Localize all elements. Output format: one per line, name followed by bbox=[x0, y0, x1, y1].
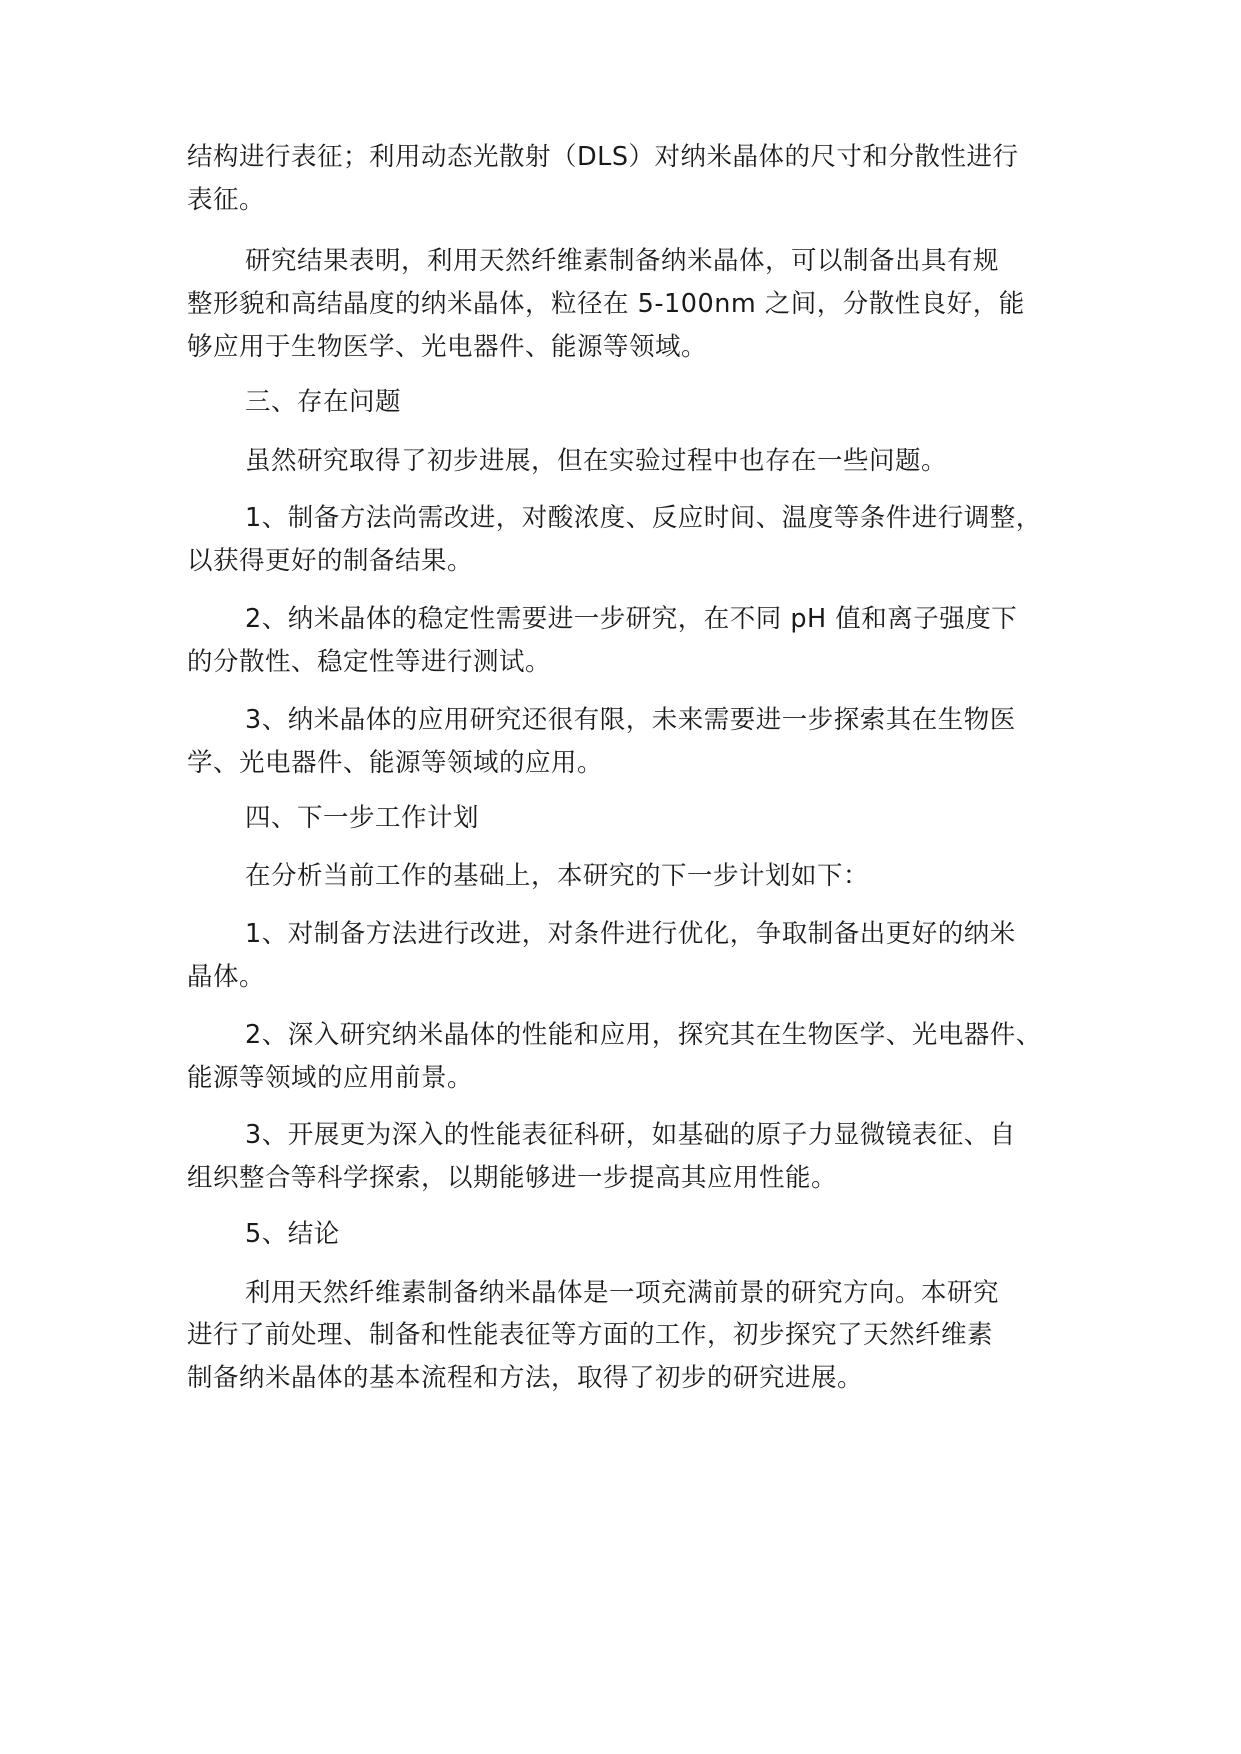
paragraph-line: 结构进行表征；利用动态光散射（DLS）对纳米晶体的尺寸和分散性进行 bbox=[187, 142, 1019, 172]
paragraph-line: 晶体。 bbox=[187, 962, 266, 992]
paragraph-line: 够应用于生物医学、光电器件、能源等领域。 bbox=[187, 332, 708, 362]
paragraph-line: 能源等领域的应用前景。 bbox=[187, 1063, 474, 1093]
paragraph-line: 制备纳米晶体的基本流程和方法，取得了初步的研究进展。 bbox=[187, 1363, 864, 1393]
paragraph-line: 的分散性、稳定性等进行测试。 bbox=[187, 647, 552, 677]
list-item: 3、纳米晶体的应用研究还很有限，未来需要进一步探索其在生物医 bbox=[245, 705, 1016, 735]
paragraph-line: 表征。 bbox=[187, 185, 266, 215]
list-item: 2、深入研究纳米晶体的性能和应用，探究其在生物医学、光电器件、 bbox=[245, 1020, 1042, 1050]
section-heading: 四、下一步工作计划 bbox=[245, 803, 480, 833]
section-heading: 三、存在问题 bbox=[245, 387, 402, 417]
paragraph-line: 研究结果表明，利用天然纤维素制备纳米晶体，可以制备出具有规 bbox=[245, 246, 1000, 276]
list-item: 1、对制备方法进行改进，对条件进行优化，争取制备出更好的纳米 bbox=[245, 919, 1016, 949]
paragraph-line: 进行了前处理、制备和性能表征等方面的工作，初步探究了天然纤维素 bbox=[187, 1320, 994, 1350]
paragraph-line: 以获得更好的制备结果。 bbox=[187, 546, 474, 576]
list-item: 2、纳米晶体的稳定性需要进一步研究，在不同 pH 值和离子强度下 bbox=[245, 604, 1018, 634]
section-heading: 5、结论 bbox=[245, 1219, 340, 1249]
list-item: 1、制备方法尚需改进，对酸浓度、反应时间、温度等条件进行调整， bbox=[245, 503, 1042, 533]
paragraph-line: 学、光电器件、能源等领域的应用。 bbox=[187, 748, 604, 778]
paragraph-line: 在分析当前工作的基础上，本研究的下一步计划如下： bbox=[245, 861, 870, 891]
list-item: 3、开展更为深入的性能表征科研，如基础的原子力显微镜表征、自 bbox=[245, 1120, 1016, 1150]
paragraph-line: 虽然研究取得了初步进展，但在实验过程中也存在一些问题。 bbox=[245, 446, 948, 476]
paragraph-line: 利用天然纤维素制备纳米晶体是一项充满前景的研究方向。本研究 bbox=[245, 1278, 1000, 1308]
paragraph-line: 组织整合等科学探索，以期能够进一步提高其应用性能。 bbox=[187, 1163, 838, 1193]
paragraph-line: 整形貌和高结晶度的纳米晶体，粒径在 5-100nm 之间，分散性良好，能 bbox=[187, 289, 1025, 319]
